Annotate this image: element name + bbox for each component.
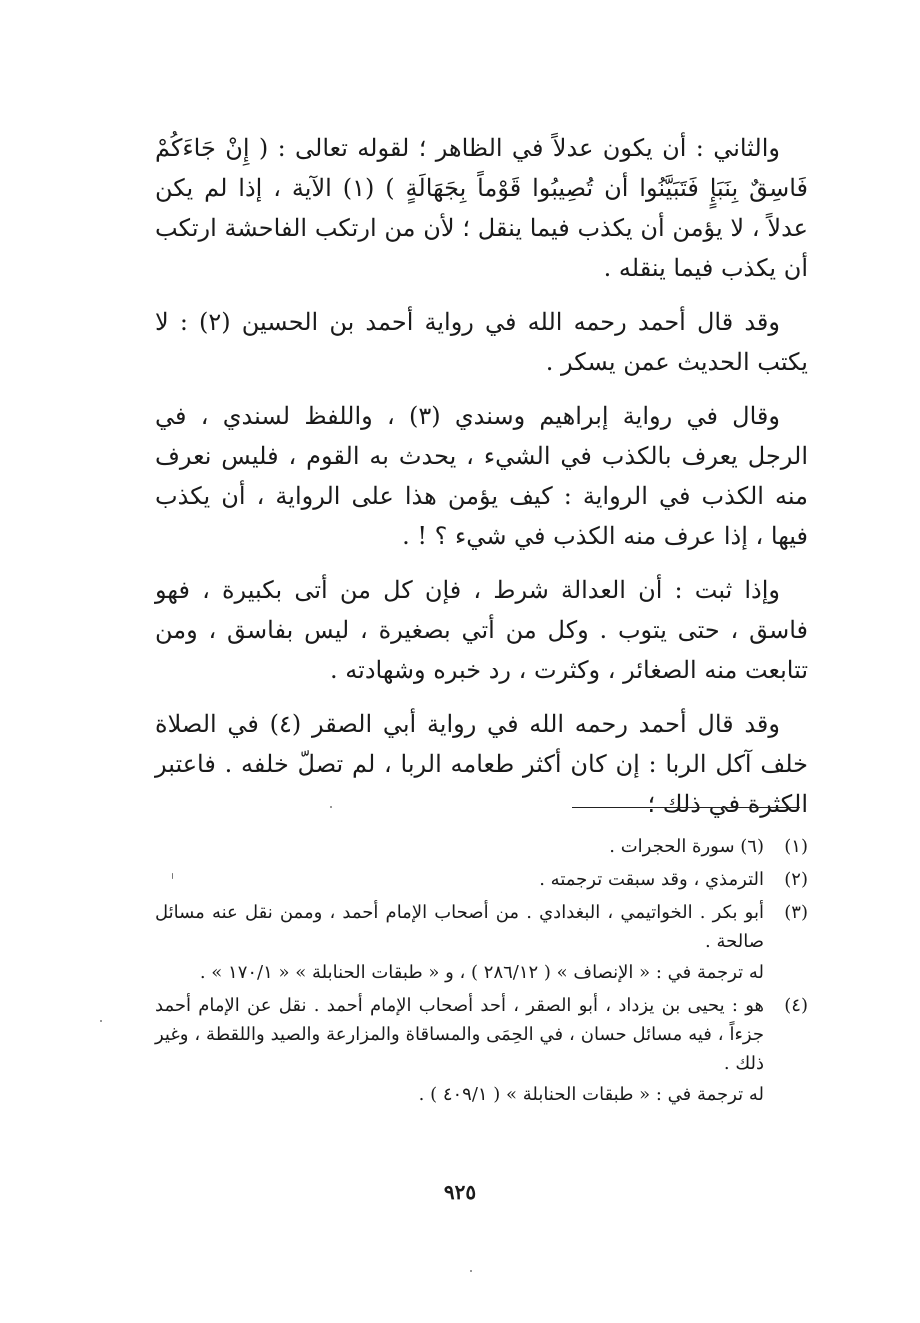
paragraph: وقد قال أحمد رحمه الله في رواية أحمد بن الحسين (٢) : لا يكتب الحديث عمن يسكر .: [155, 308, 808, 376]
scan-speck: [100, 1020, 102, 1022]
footnote-text: (٦) سورة الحجرات .: [609, 836, 764, 857]
footnote-number: (٣): [784, 902, 808, 923]
footnote-item: [155, 865, 808, 894]
footnote-text: هو : يحيى بن يزداد ، أبو الصقر ، أحد أصحاب الإمام أحمد . نقل عن الإمام أحمد جزءاً ، فيه مسائل حسان ، في الحِمَى والمساقاة والمزارعة والصيد واللقطة ، وغير ذلك .: [155, 995, 764, 1074]
footnote-separator: [572, 807, 800, 808]
footnote-body: [155, 898, 764, 987]
footnote-reference: له ترجمة في : « الإنصاف » ( ٢٨٦/١٢ ) ، و « طبقات الحنابلة » « ١٧٠/١ » .: [199, 962, 764, 983]
page-number: ٩٢٥: [443, 1180, 477, 1204]
footnote-text: الترمذي ، وقد سبقت ترجمته .: [539, 869, 764, 890]
footnote-text: أبو بكر . الخواتيمي ، البغدادي . من أصحاب الإمام أحمد ، وممن نقل عنه مسائل صالحة .: [155, 902, 764, 952]
footnote-body: [155, 865, 764, 894]
paragraph: والثاني : أن يكون عدلاً في الظاهر ؛ لقوله تعالى : ( إِنْ جَاءَكُمْ فَاسِقٌ بِنَبَإٍ فَتَبَيَّنُوا أن تُصِيبُوا قَوْماً بِجَهَالَةٍ ) (١) الآية ، إذا لم يكن عدلاً ، لا يؤمن أن يكذب فيما ينقل ؛ لأن من ارتكب الفاحشة ارتكب أن يكذب فيما ينقله .: [155, 134, 808, 282]
footnotes: [155, 832, 808, 1113]
paragraph: وقد قال أحمد رحمه الله في رواية أبي الصقر (٤) في الصلاة خلف آكل الربا : إن كان أكثر طعامه الربا ، لم تصلّ خلفه . فاعتبر الكثرة في ذلك ؛: [155, 710, 808, 818]
footnote-number: (٢): [784, 869, 808, 890]
footnote-number: (١): [784, 836, 808, 857]
paragraph: وقال في رواية إبراهيم وسندي (٣) ، واللفظ لسندي ، في الرجل يعرف بالكذب في الشيء ، يحدث به القوم ، فليس نعرف منه الكذب في الرواية : كيف يؤمن هذا على الرواية ، أن يكذب فيها ، إذا عرف منه الكذب في شيء ؟ ! .: [155, 402, 808, 550]
footnote-body: [155, 991, 764, 1109]
scan-speck: [470, 1270, 472, 1272]
main-text: [155, 128, 808, 824]
footnote-number: (٤): [784, 995, 808, 1016]
footnote-reference: له ترجمة في : « طبقات الحنابلة » ( ٤٠٩/١ ) .: [418, 1084, 764, 1105]
scan-speck: [172, 873, 173, 879]
scan-speck: [330, 806, 332, 808]
footnote-item: [155, 832, 808, 861]
footnote-item: [155, 991, 808, 1109]
footnote-body: [155, 832, 764, 861]
paragraph: وإذا ثبت : أن العدالة شرط ، فإن كل من أتى بكبيرة ، فهو فاسق ، حتى يتوب . وكل من أتي بصغيرة ، ليس بفاسق ، ومن تتابعت منه الصغائر ، وكثرت ، رد خبره وشهادته .: [155, 576, 808, 684]
footnote-item: [155, 898, 808, 987]
